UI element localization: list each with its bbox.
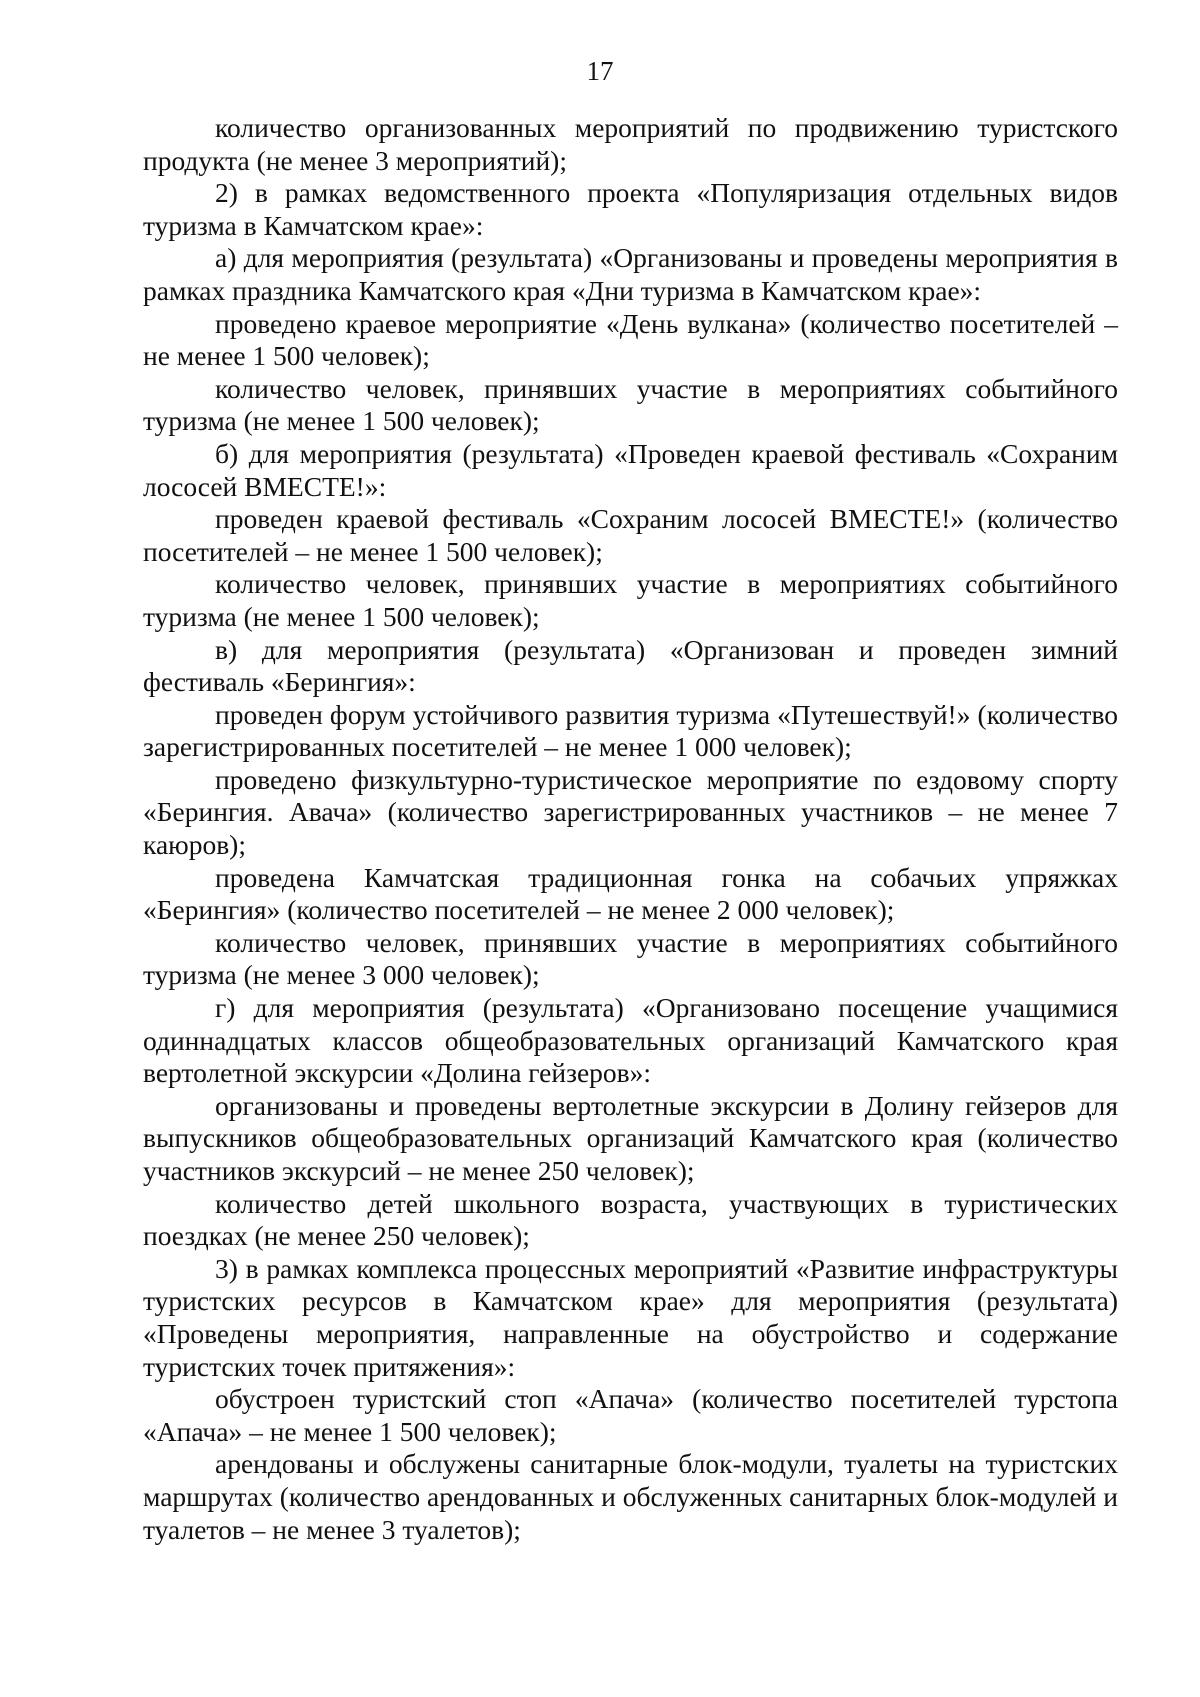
paragraph: количество человек, принявших участие в мероприятиях событийного туризма (не менее 1 500 человек); bbox=[143, 568, 1118, 632]
paragraph: 3) в рамках комплекса процессных мероприятий «Развитие инфраструктуры туристских ресурсов в Камчатском крае» для мероприятия (результата) «Проведены мероприятия, направленные на обустройство и содержание туристских точек притяжения»: bbox=[143, 1252, 1118, 1382]
paragraph: арендованы и обслужены санитарные блок-модули, туалеты на туристских маршрутах (количество арендованных и обслуженных санитарных блок-модулей и туалетов – не менее 3 туалетов); bbox=[143, 1448, 1118, 1545]
paragraph: проведен форум устойчивого развития туризма «Путешествуй!» (количество зарегистрированных посетителей – не менее 1 000 человек); bbox=[143, 698, 1118, 763]
paragraph: количество детей школьного возраста, участвующих в туристических поездках (не менее 250 человек); bbox=[143, 1187, 1118, 1252]
paragraph: проведено физкультурно-туристическое мероприятие по ездовому спорту «Берингия. Авача» (количество зарегистрированных участников – не менее 7 каюров); bbox=[143, 763, 1118, 861]
paragraph: проведена Камчатская традиционная гонка на собачьих упряжках «Берингия» (количество посетителей – не менее 2 000 человек); bbox=[143, 861, 1118, 926]
page-number: 17 bbox=[586, 56, 614, 86]
paragraph: организованы и проведены вертолетные экскурсии в Долину гейзеров для выпускников общеобразовательных организаций Камчатского края (количество участников экскурсий – не менее 250 человек); bbox=[143, 1089, 1118, 1186]
paragraph: проведено краевое мероприятие «День вулкана» (количество посетителей – не менее 1 500 человек); bbox=[143, 307, 1118, 372]
paragraph: а) для мероприятия (результата) «Организованы и проведены мероприятия в рамках праздника Камчатского края «Дни туризма в Камчатском крае»: bbox=[143, 242, 1118, 306]
paragraph: б) для мероприятия (результата) «Проведен краевой фестиваль «Сохраним лососей ВМЕСТЕ!»: bbox=[143, 437, 1118, 502]
paragraph: количество организованных мероприятий по продвижению туристского продукта (не менее 3 мероприятий); bbox=[143, 112, 1118, 176]
paragraph: количество человек, принявших участие в мероприятиях событийного туризма (не менее 1 500 человек); bbox=[143, 372, 1118, 437]
paragraph: количество человек, принявших участие в мероприятиях событийного туризма (не менее 3 000 человек); bbox=[143, 926, 1118, 991]
paragraph: 2) в рамках ведомственного проекта «Популяризация отдельных видов туризма в Камчатском крае»: bbox=[143, 177, 1118, 241]
paragraph: г) для мероприятия (результата) «Организовано посещение учащимися одиннадцатых классов общеобразовательных организаций Камчатского края вертолетной экскурсии «Долина гейзеров»: bbox=[143, 992, 1118, 1089]
paragraph: в) для мероприятия (результата) «Организован и проведен зимний фестиваль «Берингия»: bbox=[143, 633, 1118, 698]
paragraph: обустроен туристский стоп «Апача» (количество посетителей турстопа «Апача» – не менее 1 500 человек); bbox=[143, 1383, 1118, 1447]
paragraph: проведен краевой фестиваль «Сохраним лососей ВМЕСТЕ!» (количество посетителей – не менее 1 500 человек); bbox=[143, 503, 1118, 567]
document-body bbox=[143, 112, 1118, 1546]
